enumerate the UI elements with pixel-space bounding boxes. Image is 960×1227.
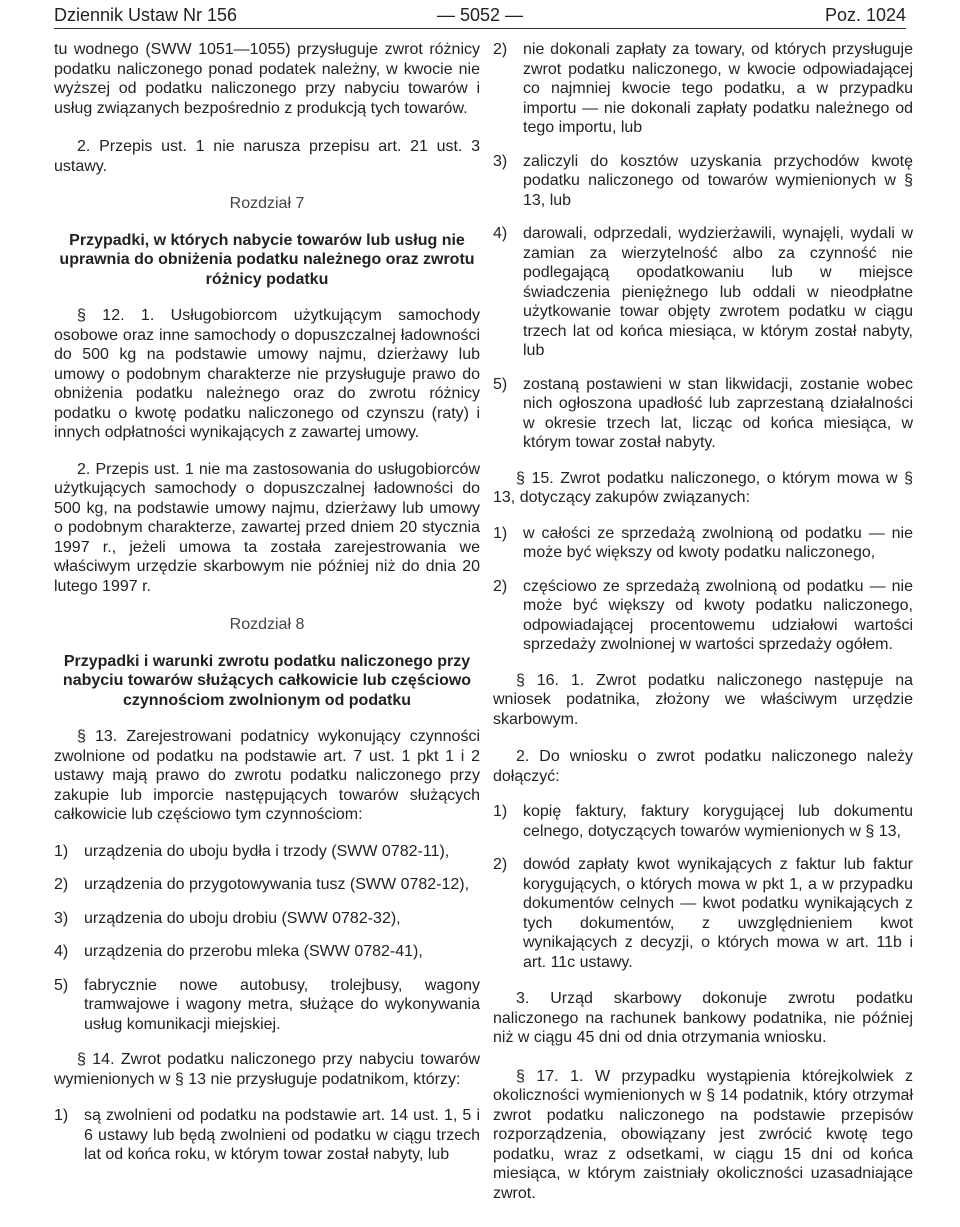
- list-item-number: 4): [493, 225, 508, 242]
- running-header: [54, 4, 906, 29]
- list-item: [493, 152, 913, 211]
- list-item: [493, 855, 913, 972]
- paragraph: 2. Przepis ust. 1 nie narusza przepisu art. 21 ust. 3 ustawy.: [54, 138, 480, 175]
- section-14: § 14. Zwrot podatku naliczonego przy nabyciu towarów wymienionych w § 13 nie przysługuje podatnikom, którzy:: [54, 1051, 480, 1088]
- list-item: [54, 1106, 480, 1165]
- list-section-13: [54, 842, 480, 1035]
- list-item-text: urządzenia do uboju drobiu (SWW 0782-32),: [84, 909, 401, 927]
- list-item-text: kopię faktury, faktury korygującej lub dokumentu celnego, dotyczących towarów wymienionych w § 13,: [523, 803, 913, 840]
- list-item: [54, 842, 480, 862]
- list-item: [493, 524, 913, 563]
- section-16-2: 2. Do wniosku o zwrot podatku naliczonego należy dołączyć:: [493, 748, 913, 785]
- list-item: [493, 40, 913, 138]
- position-number: Poz. 1024: [824, 5, 906, 25]
- journal-title: Dziennik Ustaw Nr 156: [54, 5, 238, 25]
- right-column: [493, 40, 913, 1203]
- section-13: § 13. Zarejestrowani podatnicy wykonujący czynności zwolnione od podatku na podstawie art. 7 ust. 1 pkt 1 i 2 ustawy mają prawo do zwrotu podatku naliczonego przy zakupie lub imporcie następujących towarów służących całkowicie lub częściowo tym czynnościom:: [54, 728, 480, 823]
- chapter-title: Przypadki i warunki zwrotu podatku naliczonego przy nabyciu towarów służących całkowicie lub częściowo czynnościom zwolnionym od podatku: [62, 652, 472, 709]
- list-item-text: dowód zapłaty kwot wynikających z faktur lub faktur korygujących, o których mowa w pkt 1, a w przypadku dokumentów celnych — kwot podatku wynikających z tych dokumentów, z uwzględnieniem kwot wynikających z decyzji, o których mowa w art. 11b i art. 11c ustawy.: [523, 856, 913, 971]
- list-item-text: są zwolnieni od podatku na podstawie art. 14 ust. 1, 5 i 6 ustawy lub będą zwolnieni od podatku w ciągu trzech lat od końca roku, w którym towar został nabyty, lub: [84, 1107, 480, 1163]
- list-section-14: [54, 1106, 480, 1165]
- list-item: [493, 375, 913, 453]
- list-item: [54, 875, 480, 895]
- list-item-text: częściowo ze sprzedażą zwolnioną od podatku — nie może być większy od kwoty podatku naliczonego, odpowiadającej procentowemu udziałowi wartości sprzedaży zwolnionej w wartości sprzedaży ogółem.: [523, 577, 913, 653]
- list-item-number: 4): [54, 943, 69, 960]
- list-item-number: 2): [493, 41, 508, 58]
- list-item-text: urządzenia do uboju bydła i trzody (SWW 0782-11),: [84, 842, 450, 860]
- list-item: [54, 942, 480, 962]
- chapter-title: Przypadki, w których nabycie towarów lub usług nie uprawnia do obniżenia podatku należnego oraz zwrotu różnicy podatku: [59, 231, 475, 288]
- list-item-text: zostaną postawieni w stan likwidacji, zostanie wobec nich ogłoszona upadłość lub zaprzestaną działalności w okresie trzech lat, licząc od końca miesiąca, w którym towar został nabyty.: [523, 375, 913, 451]
- paragraph: tu wodnego (SWW 1051—1055) przysługuje zwrot różnicy podatku naliczonego ponad podatek należny, w kwocie nie wyższej od podatku naliczonego przy nabyciu towarów i usług związanych bezpośrednio z produkcją tych towarów.: [54, 41, 480, 117]
- chapter-heading: Rozdział 7: [229, 195, 305, 212]
- chapter-heading: Rozdział 8: [229, 616, 305, 633]
- list-item-number: 1): [493, 524, 508, 542]
- list-item: [493, 577, 913, 655]
- list-item-number: 5): [54, 976, 69, 994]
- list-item-text: fabrycznie nowe autobusy, trolejbusy, wagony tramwajowe i wagony metra, służące do wykonywania usług komunikacji miejskiej.: [84, 976, 480, 1033]
- list-item-text: w całości ze sprzedażą zwolnioną od podatku — nie może być większy od kwoty podatku naliczonego,: [523, 524, 913, 561]
- list-section-15: [493, 524, 913, 655]
- section-16-1: § 16. 1. Zwrot podatku naliczonego następuje na wniosek podatnika, złożony we właściwym urzędzie skarbowym.: [493, 671, 913, 728]
- list-section-16: [493, 802, 913, 972]
- list-item-number: 3): [54, 909, 69, 927]
- list-item-number: 1): [54, 842, 69, 860]
- section-17-1: § 17. 1. W przypadku wystąpienia którejkolwiek z okoliczności wymienionych w § 14 podatnik, który otrzymał zwrot podatku naliczonego na podstawie przepisów rozporządzenia, obowiązany jest zwrócić kwotę tego podatku, wraz z odsetkami, w ciągu 15 dni od końca miesiąca, w którym zaistniały okoliczności uzasadniające zwrot.: [493, 1067, 913, 1202]
- list-item-number: 2): [54, 876, 69, 893]
- list-item-number: 2): [493, 577, 508, 595]
- list-item-text: urządzenia do przygotowywania tusz (SWW 0782-12),: [84, 876, 470, 893]
- list-item-number: 3): [493, 152, 508, 170]
- list-item-text: nie dokonali zapłaty za towary, od których przysługuje zwrot podatku naliczonego, w kwocie odpowiadającej co najmniej kwocie tego podatku, a w przypadku importu — nie dokonali zapłaty podatku należnego od tego importu, lub: [523, 41, 913, 136]
- list-item-number: 1): [493, 803, 508, 820]
- list-item: [54, 909, 480, 929]
- list-item-text: zaliczyli do kosztów uzyskania przychodów kwotę podatku naliczonego od towarów wymienionych w § 13, lub: [523, 152, 913, 209]
- list-item: [54, 976, 480, 1035]
- page-number: — 5052 —: [436, 5, 524, 25]
- section-16-3: 3. Urząd skarbowy dokonuje zwrotu podatku naliczonego na rachunek bankowy podatnika, nie później niż w ciągu 45 dni od dnia otrzymania wniosku.: [493, 990, 913, 1046]
- list-item: [493, 802, 913, 841]
- section-12-2: 2. Przepis ust. 1 nie ma zastosowania do usługobiorców użytkujących samochody o dopuszczalnej ładowności do 500 kg, na podstawie umowy najmu, dzierżawy lub umowy o podobnym charakterze, zawartej przed dniem 20 stycznia 1997 r., jeżeli umowa ta została zarejestrowania we właściwym urzędzie skarbowym nie później niż do dnia 20 lutego 1997 r.: [54, 460, 480, 595]
- list-section-14-cont: [493, 40, 913, 453]
- list-item-number: 1): [54, 1107, 69, 1124]
- section-12-1: § 12. 1. Usługobiorcom użytkującym samochody osobowe oraz inne samochody o dopuszczalnej ładowności do 500 kg na podstawie umowy najmu, dzierżawy lub umowy o podobnym charakterze nie przysługuje prawo do obniżenia podatku należnego oraz do zwrotu różnicy podatku o kwotę podatku naliczonego od czynszu (raty) i innych odpłatności wynikających z zawartej umowy.: [54, 307, 480, 441]
- left-column: [54, 40, 480, 1165]
- list-item-text: darowali, odprzedali, wydzierżawili, wynajęli, wydali w zamian za wierzytelność albo za czynność nie podlegającą opodatkowaniu lub w miejsce świadczenia pieniężnego lub oddali w nieodpłatne użytkowanie towar objęty zwrotem podatku w ciągu trzech lat od końca miesiąca, w którym został nabyty, lub: [523, 225, 913, 359]
- list-item-number: 5): [493, 375, 508, 393]
- section-15: § 15. Zwrot podatku naliczonego, o którym mowa w § 13, dotyczący zakupów związanych:: [493, 469, 913, 506]
- list-item-text: urządzenia do przerobu mleka (SWW 0782-41),: [84, 943, 423, 960]
- list-item: [493, 224, 913, 361]
- list-item-number: 2): [493, 856, 508, 873]
